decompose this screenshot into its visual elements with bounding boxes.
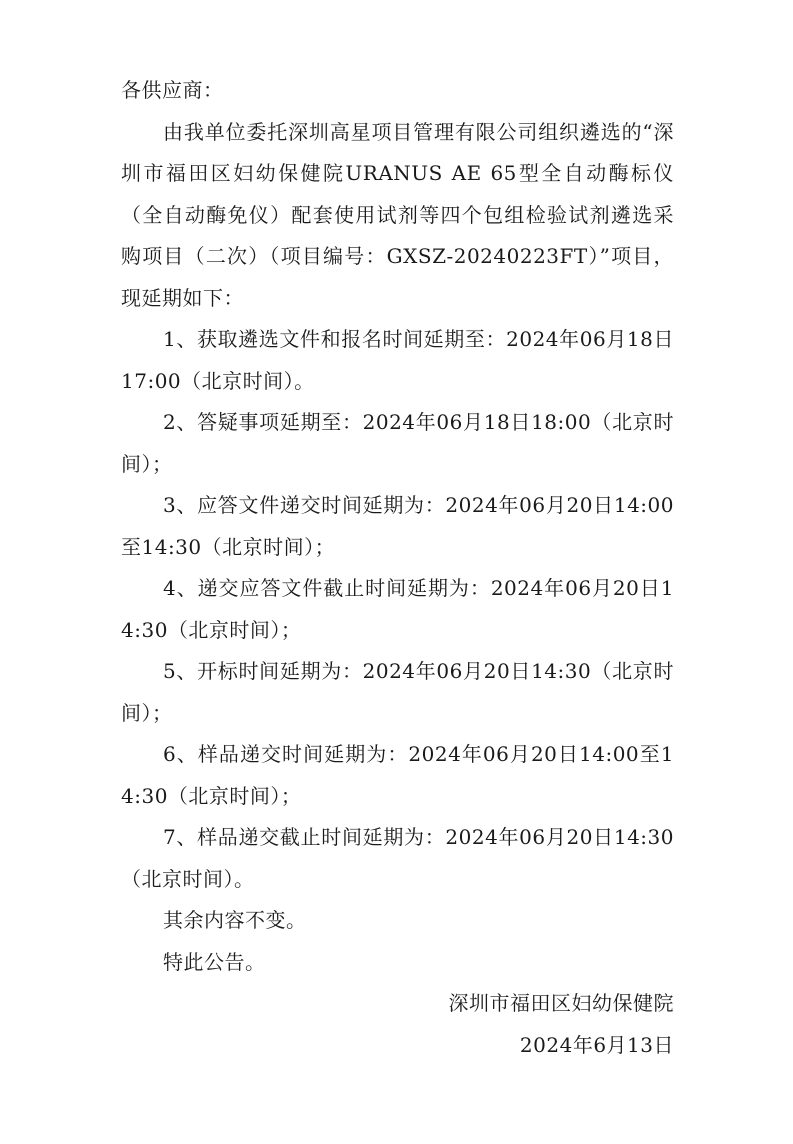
salutation: 各供应商： bbox=[121, 78, 224, 102]
signature: 深圳市福田区妇幼保健院 bbox=[448, 991, 674, 1015]
list-item: 6、样品递交时间延期为：2024年06月20日14:00至14:30（北京时间）； bbox=[121, 742, 674, 808]
intro-paragraph: 由我单位委托深圳高星项目管理有限公司组织遴选的“深圳市福田区妇幼保健院URANUS AE 65型全自动酶标仪（全自动酶免仪）配套使用试剂等四个包组检验试剂遴选采购项目（二次）（项目编号：GXSZ-20240223FT）”项目，现延期如下： bbox=[121, 119, 674, 310]
list-item: 7、样品递交截止时间延期为：2024年06月20日14:30（北京时间）。 bbox=[121, 825, 674, 891]
list-item: 3、应答文件递交时间延期为：2024年06月20日14:00至14:30（北京时间）； bbox=[121, 493, 674, 559]
document-body bbox=[121, 70, 674, 1066]
list-item: 2、答疑事项延期至：2024年06月18日18:00（北京时间）； bbox=[121, 410, 674, 476]
list-item: 4、递交应答文件截止时间延期为：2024年06月20日14:30（北京时间）； bbox=[121, 576, 674, 642]
list-item: 5、开标时间延期为：2024年06月20日14:30（北京时间）； bbox=[121, 659, 674, 725]
closing-remark: 其余内容不变。 bbox=[163, 908, 307, 932]
list-item: 1、获取遴选文件和报名时间延期至：2024年06月18日17:00（北京时间）。 bbox=[121, 327, 674, 393]
closing-announcement: 特此公告。 bbox=[163, 949, 266, 974]
date: 2024年6月13日 bbox=[519, 1032, 674, 1057]
